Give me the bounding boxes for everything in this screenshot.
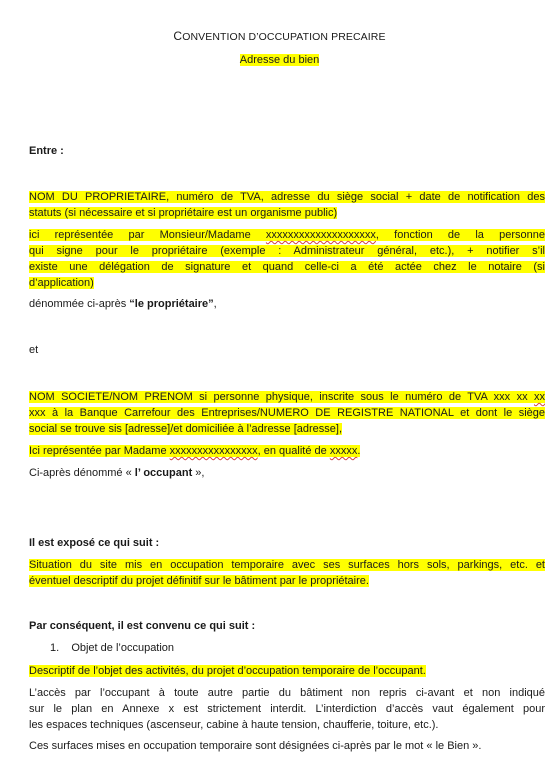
representative-line-2: qui signe pour le propriétaire (exemple : Administrateur général, etc.), + notifier s’il xyxy=(29,245,545,257)
property-address-placeholder: Adresse du bien xyxy=(239,54,320,66)
occupant-block-line-2: xxx à la Banque Carrefour des Entreprises/NUMERO DE REGISTRE NATIONAL et dont le siège xyxy=(29,407,545,419)
representative-line-1: ici représentée par Monsieur/Madame xxxxxxxxxxxxxxxxxxxx, fonction de la personne xyxy=(29,229,545,241)
activity-description: Descriptif de l’objet des activités, du projet d’occupation temporaire de l’occupant. xyxy=(29,665,426,677)
and-label: et xyxy=(29,344,39,356)
representative-line-4: d’application) xyxy=(29,277,94,289)
section-1-title: Objet de l’occupation xyxy=(71,642,175,654)
occupant-block-line-1: NOM SOCIETE/NOM PRENOM si personne physique, inscrite sous le numéro de TVA xxx xx xx xyxy=(29,391,545,403)
access-line-3: les espaces techniques (ascenseur, cabine à haute tension, chaufferie, toiture, etc.). xyxy=(29,719,439,731)
exposition-heading: Il est exposé ce qui suit : xyxy=(29,537,160,549)
owner-designation: dénommée ci-après “le propriétaire”, xyxy=(29,298,217,310)
access-line-1: L’accès par l’occupant à toute autre partie du bâtiment non repris ci-avant et non indiqué xyxy=(29,687,545,699)
owner-block-line-2: statuts (si nécessaire et si propriétaire est un organisme public) xyxy=(29,207,338,219)
between-label: Entre : xyxy=(29,145,64,157)
occupant-designation: Ci-après dénommé « l’ occupant », xyxy=(29,467,205,479)
agreement-heading: Par conséquent, il est convenu ce qui suit : xyxy=(29,620,256,632)
representative-line-3: existe une délégation de signature et quand celle-ci a été actée chez le notaire (si xyxy=(29,261,545,273)
occupant-block-line-3: social se trouve sis [adresse]/et domiciliée à l’adresse [adresse], xyxy=(29,423,343,435)
surfaces-designation: Ces surfaces mises en occupation temporaire sont désignées ci-après par le mot « le Bien ». xyxy=(29,740,482,752)
section-1-number: 1. xyxy=(50,642,60,654)
section-1-heading xyxy=(50,640,545,656)
exposition-line-1: Situation du site mis en occupation temporaire avec ses surfaces hors sols, parkings, etc. et xyxy=(29,559,545,571)
exposition-line-2: éventuel descriptif du projet définitif sur le bâtiment par le propriétaire. xyxy=(29,575,369,587)
document-title: CONVENTION D’OCCUPATION PRECAIRE xyxy=(173,29,386,43)
access-line-2: sur le plan en Annexe x est strictement interdit. L’interdiction d’accès vaut également pour xyxy=(29,703,545,715)
owner-block-line-1: NOM DU PROPRIETAIRE, numéro de TVA, adresse du siège social + date de notification des xyxy=(29,191,545,203)
occupant-representative: Ici représentée par Madame xxxxxxxxxxxxxxxx, en qualité de xxxxx. xyxy=(29,445,361,457)
